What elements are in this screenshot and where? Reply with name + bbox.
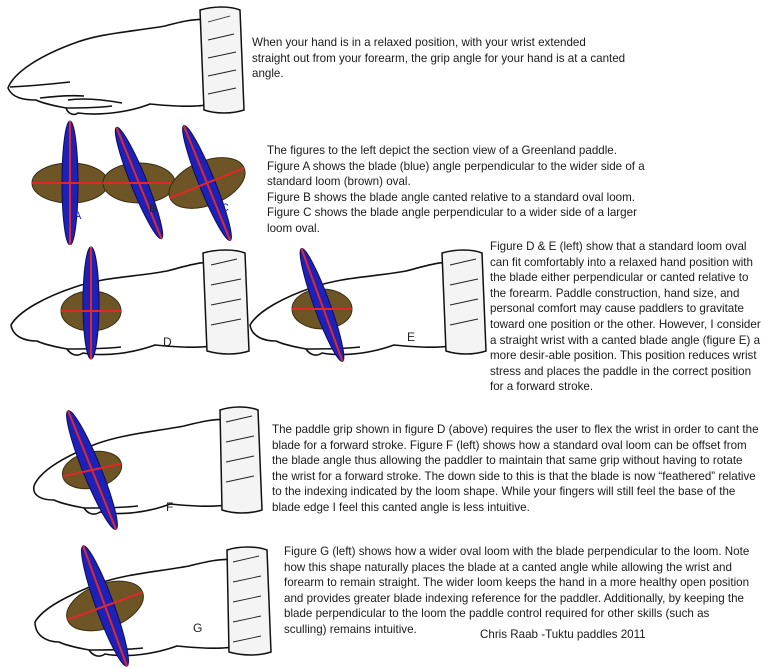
section-view-text [267, 143, 647, 237]
hand-drawing [8, 19, 210, 114]
section-view-line-3: Figure B shows the blade angle canted relative to a standard oval loom. [267, 190, 635, 204]
figure-g-illustration [25, 538, 280, 669]
label-e: E [407, 330, 416, 344]
figure-f-text [272, 422, 760, 516]
section-view-line-2: Figure A shows the blade (blue) angle perpendicular to the wider side of a standard loom (brown) oval. [267, 159, 645, 189]
figure-f-illustration [20, 398, 270, 533]
section-a [32, 121, 108, 245]
credit-line: Chris Raab -Tuktu paddles 2011 [480, 628, 646, 641]
figure-f-paragraph: The paddle grip shown in figure D (above) requires the user to flex the wrist in order to cant the blade for a forward stroke. Figure F (left) shows how a standard oval loom can be offset from the blade angle thus allowing the paddler to maintain that same grip without having to rotate the wrist for a forward stroke. The down side to this is that the blade is now “feathered” relative to the indexing indicated by the loom shape. While your fingers will still feel the base of the blade edge I feel this canted angle is less intuitive. [272, 423, 759, 514]
figure-de-text [490, 239, 762, 395]
label-a: A [74, 210, 82, 222]
intro-paragraph: When your hand is in a relaxed position, with your wrist extended straight out from your forearm, the grip angle for your hand is at a canted angle. [252, 36, 626, 81]
figure-d-illustration [5, 245, 255, 370]
intro-text [252, 35, 627, 82]
label-b: B [149, 203, 157, 215]
section-view-figures [25, 115, 255, 245]
label-c: C [221, 202, 229, 214]
label-f: F [166, 500, 174, 514]
sleeve-cuff [200, 7, 244, 113]
label-g: G [193, 621, 203, 635]
section-view-line-1: The figures to the left depict the section view of a Greenland paddle. [267, 144, 617, 157]
relaxed-hand-illustration [0, 0, 250, 130]
section-b [103, 124, 175, 241]
section-view-line-4: Figure C shows the blade angle perpendicular to a wider side of a larger loom oval. [267, 206, 637, 235]
label-d: D [163, 335, 172, 349]
figure-g-paragraph: Figure G (left) shows how a wider oval loom with the blade perpendicular to the loom. Note how this shape naturally places the blade at a canted angle while allowing the wrist and forearm to remain straight. The wider loom keeps the hand in a more healthy open position and provides greater blade indexing reference for the paddler. Additionally, by keeping the blade perpendicular to the loom the paddle control required for other skills (such as sculling) remains intuitive. [284, 545, 750, 636]
figure-e-illustration [244, 245, 489, 370]
figure-g-text [284, 544, 754, 638]
figure-de-paragraph: Figure D & E (left) show that a standard loom oval can fit comfortably into a relaxed hand position with the blade either perpendicular or canted relative to the forearm. Paddle construction, hand size, and personal comfort may cause paddlers to gravitate toward one position or the other. However, I consider a straight wrist with a canted blade angle (figure E) a more desir-able position. This position reduces wrist stress and places the paddle in the correct position for a forward stroke. [490, 240, 761, 394]
credit-text [480, 627, 720, 643]
